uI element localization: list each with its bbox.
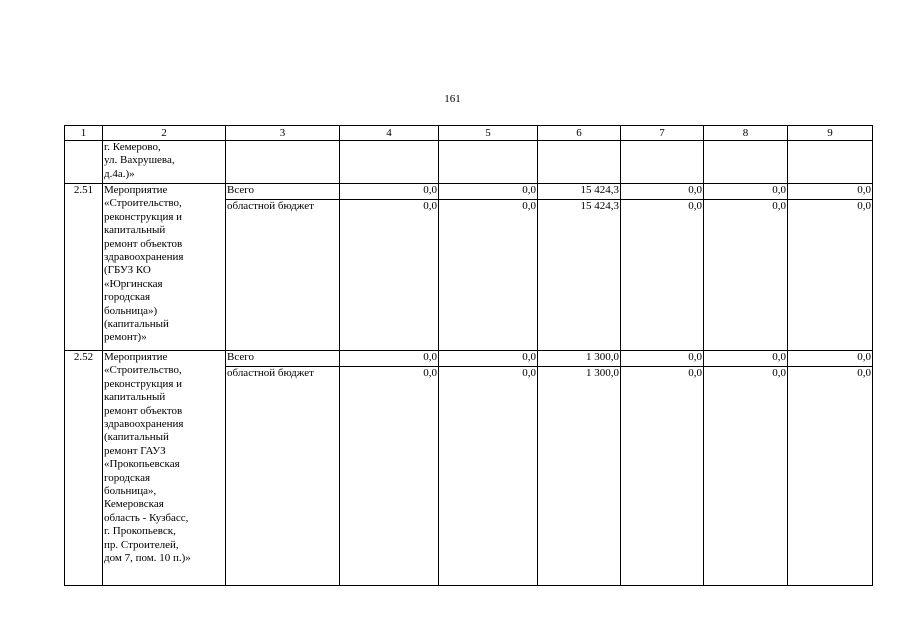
- description-line: здравоохранения: [104, 418, 184, 431]
- column-number-header: 2: [103, 126, 226, 141]
- value-cell: 0,0: [439, 200, 538, 351]
- value-cell: [439, 141, 538, 184]
- column-number-header: 8: [704, 126, 788, 141]
- description-line: ремонт ГАУЗ: [104, 444, 166, 457]
- measure-description-cell: [103, 141, 226, 184]
- value-cell: 0,0: [704, 184, 788, 200]
- description-line: ремонт объектов: [104, 404, 183, 417]
- column-number-header: 6: [538, 126, 621, 141]
- description-line: «Строительство,: [104, 364, 182, 377]
- value-cell: 0,0: [340, 200, 439, 351]
- description-line: (капитальный: [104, 318, 169, 331]
- description-line: дом 7, пом. 10 п.)»: [104, 552, 191, 565]
- description-line: Мероприятие: [104, 351, 168, 363]
- value-cell: 0,0: [340, 367, 439, 586]
- column-number-header: 5: [439, 126, 538, 141]
- description-line: здравоохранения: [104, 251, 184, 264]
- value-cell: [704, 141, 788, 184]
- description-line: «Прокопьевская: [104, 458, 180, 471]
- description-line: «Юргинская: [104, 277, 163, 290]
- column-number-row: [65, 126, 873, 141]
- description-line: «Строительство,: [104, 197, 182, 210]
- budget-table: [64, 125, 873, 586]
- value-cell: 0,0: [788, 351, 873, 367]
- table-row: [65, 351, 873, 367]
- description-line: (капитальный: [104, 431, 169, 444]
- value-cell: [621, 141, 704, 184]
- measure-description-cell: [103, 184, 226, 351]
- measure-description-cell: [103, 351, 226, 586]
- continuation-row: [65, 141, 873, 184]
- description-line: городская: [104, 471, 151, 484]
- description-line: больница»): [104, 304, 158, 317]
- description-line: городская: [104, 291, 151, 304]
- value-cell: 0,0: [788, 184, 873, 200]
- index-cell: [65, 141, 103, 184]
- description-line: ремонт объектов: [104, 237, 183, 250]
- row-index: 2.51: [65, 184, 103, 351]
- description-line: пр. Строителей,: [104, 538, 179, 551]
- description-line: капитальный: [104, 391, 166, 404]
- row-index: 2.52: [65, 351, 103, 586]
- value-cell: 1 300,0: [538, 351, 621, 367]
- description-line: Кемеровская: [104, 498, 164, 511]
- column-number-header: 9: [788, 126, 873, 141]
- description-line: г. Кемерово,: [104, 141, 161, 153]
- value-cell: 15 424,3: [538, 184, 621, 200]
- value-cell: 0,0: [621, 351, 704, 367]
- value-cell: 0,0: [439, 367, 538, 586]
- description-line: (ГБУЗ КО: [104, 264, 151, 277]
- value-cell: 0,0: [439, 184, 538, 200]
- source-cell: [226, 141, 340, 184]
- funding-source-label: областной бюджет: [226, 200, 340, 351]
- funding-source-label: областной бюджет: [226, 367, 340, 586]
- description-line: ремонт)»: [104, 331, 147, 344]
- value-cell: [340, 141, 439, 184]
- value-cell: 0,0: [340, 351, 439, 367]
- value-cell: 0,0: [788, 367, 873, 586]
- description-line: д.4а.)»: [104, 167, 135, 180]
- column-number-header: 7: [621, 126, 704, 141]
- column-number-header: 1: [65, 126, 103, 141]
- page-number: 161: [444, 93, 461, 105]
- value-cell: 0,0: [704, 351, 788, 367]
- description-line: область - Кузбасс,: [104, 511, 189, 524]
- value-cell: [538, 141, 621, 184]
- description-line: реконструкция и: [104, 210, 183, 223]
- value-cell: 0,0: [621, 184, 704, 200]
- value-cell: 0,0: [704, 367, 788, 586]
- value-cell: 0,0: [439, 351, 538, 367]
- value-cell: 0,0: [704, 200, 788, 351]
- value-cell: 0,0: [340, 184, 439, 200]
- value-cell: 15 424,3: [538, 200, 621, 351]
- table-row: [65, 184, 873, 200]
- value-cell: 0,0: [621, 367, 704, 586]
- description-line: больница»,: [104, 485, 157, 498]
- value-cell: [788, 141, 873, 184]
- funding-source-label: Всего: [226, 351, 340, 367]
- description-line: реконструкция и: [104, 377, 183, 390]
- description-line: ул. Вахрушева,: [104, 154, 175, 167]
- description-line: Мероприятие: [104, 184, 168, 196]
- column-number-header: 4: [340, 126, 439, 141]
- column-number-header: 3: [226, 126, 340, 141]
- value-cell: 0,0: [788, 200, 873, 351]
- description-line: капитальный: [104, 224, 166, 237]
- value-cell: 0,0: [621, 200, 704, 351]
- funding-source-label: Всего: [226, 184, 340, 200]
- description-line: г. Прокопьевск,: [104, 525, 176, 538]
- value-cell: 1 300,0: [538, 367, 621, 586]
